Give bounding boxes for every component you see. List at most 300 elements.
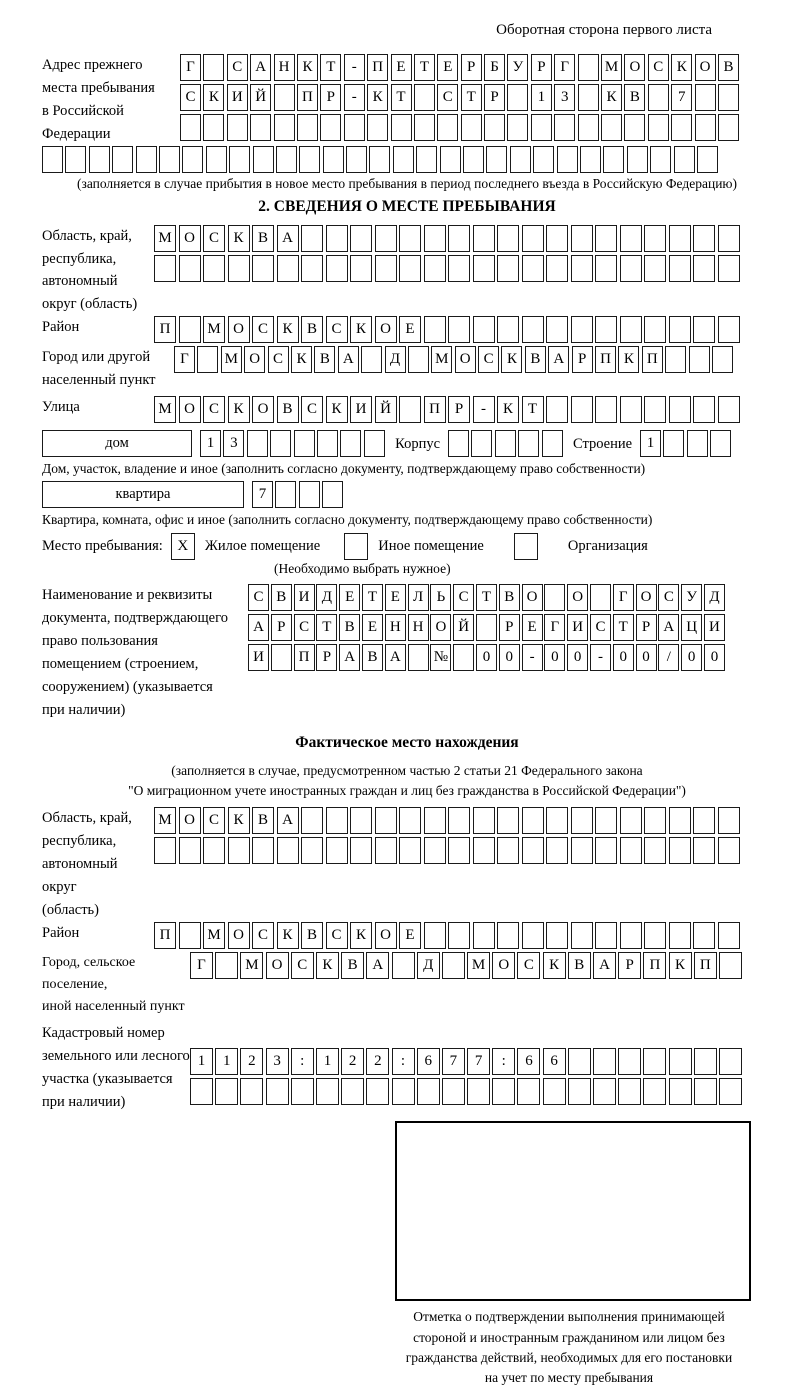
char-box bbox=[648, 84, 669, 111]
char-box: 0 bbox=[681, 644, 702, 671]
document-row-1[interactable] bbox=[248, 584, 727, 611]
char-box bbox=[546, 837, 568, 864]
char-box bbox=[644, 255, 666, 282]
char-box: Л bbox=[408, 584, 429, 611]
char-box: 3 bbox=[554, 84, 575, 111]
char-box: 0 bbox=[499, 644, 520, 671]
char-box bbox=[595, 316, 617, 343]
char-box bbox=[253, 146, 274, 173]
char-box bbox=[424, 807, 446, 834]
char-box bbox=[252, 837, 274, 864]
char-box bbox=[689, 346, 710, 373]
char-box bbox=[252, 255, 274, 282]
prev-address-row-4[interactable] bbox=[42, 146, 772, 173]
char-box bbox=[473, 807, 495, 834]
char-box bbox=[42, 146, 63, 173]
char-box: Р bbox=[316, 644, 337, 671]
stay-type-note: (Необходимо выбрать нужное) bbox=[274, 561, 451, 577]
char-box: А bbox=[277, 225, 299, 252]
prev-address-note: (заполняется в случае прибытия в новое место пребывания в период последнего въезда в Российскую Федерацию) bbox=[76, 175, 738, 191]
char-box bbox=[320, 114, 341, 141]
label-line: участка (указывается bbox=[42, 1070, 173, 1087]
char-box: В bbox=[362, 644, 383, 671]
fact-region-row-2[interactable] bbox=[154, 837, 742, 864]
char-box: Р bbox=[618, 952, 641, 979]
char-box bbox=[437, 114, 458, 141]
char-box bbox=[497, 837, 519, 864]
stroenie-number[interactable] bbox=[640, 430, 734, 457]
char-box: - bbox=[344, 54, 365, 81]
char-box bbox=[326, 837, 348, 864]
char-box: Ь bbox=[430, 584, 451, 611]
char-box: 2 bbox=[366, 1048, 389, 1075]
char-box: Г bbox=[554, 54, 575, 81]
fact-district-block bbox=[42, 922, 772, 952]
prev-address-row-2[interactable] bbox=[180, 84, 741, 111]
char-box bbox=[473, 255, 495, 282]
city-block bbox=[42, 346, 772, 392]
char-box bbox=[595, 225, 617, 252]
char-box bbox=[669, 225, 691, 252]
char-box bbox=[197, 346, 218, 373]
corpus-number[interactable] bbox=[448, 430, 565, 457]
char-box bbox=[497, 922, 519, 949]
char-box bbox=[669, 1048, 692, 1075]
char-box: : bbox=[392, 1048, 415, 1075]
char-box bbox=[206, 146, 227, 173]
char-box: С bbox=[590, 614, 611, 641]
char-box: А bbox=[250, 54, 271, 81]
char-box bbox=[522, 255, 544, 282]
char-box: Т bbox=[414, 54, 435, 81]
char-box: К bbox=[277, 316, 299, 343]
street-row[interactable] bbox=[154, 396, 742, 423]
char-box bbox=[179, 255, 201, 282]
char-box: К bbox=[228, 807, 250, 834]
char-box bbox=[112, 146, 133, 173]
char-box bbox=[497, 316, 519, 343]
char-box: Р bbox=[271, 614, 292, 641]
char-box: О bbox=[266, 952, 289, 979]
char-box bbox=[294, 430, 315, 457]
char-box: К bbox=[601, 84, 622, 111]
char-box: К bbox=[669, 952, 692, 979]
option-organizaciya-label: Организация bbox=[567, 538, 648, 555]
char-box bbox=[361, 346, 382, 373]
confirmation-mark-box[interactable] bbox=[395, 1121, 751, 1301]
char-box bbox=[89, 146, 110, 173]
char-box bbox=[154, 837, 176, 864]
char-box bbox=[340, 430, 361, 457]
char-box bbox=[399, 396, 421, 423]
char-box bbox=[618, 1078, 641, 1105]
char-box bbox=[203, 837, 225, 864]
label-line: иной населенный пункт bbox=[42, 998, 185, 1014]
char-box bbox=[595, 837, 617, 864]
stay-type-label: Место пребывания: bbox=[42, 538, 163, 555]
char-box: П bbox=[424, 396, 446, 423]
char-box: О bbox=[430, 614, 451, 641]
prev-address-row-3[interactable] bbox=[180, 114, 741, 141]
char-box bbox=[718, 255, 740, 282]
char-box bbox=[518, 430, 539, 457]
char-box: Д bbox=[704, 584, 725, 611]
char-box bbox=[644, 922, 666, 949]
char-box bbox=[467, 1078, 490, 1105]
char-box bbox=[620, 922, 642, 949]
corpus-label: Корпус bbox=[395, 436, 441, 453]
char-box bbox=[693, 316, 715, 343]
confirmation-note bbox=[364, 1307, 774, 1388]
fact-region-grids bbox=[154, 807, 742, 867]
note-line: гражданства действий, необходимых для его постановки bbox=[405, 1349, 733, 1365]
char-box: Б bbox=[484, 54, 505, 81]
label-line: округ (область) bbox=[42, 296, 138, 313]
char-box: К bbox=[501, 346, 522, 373]
char-box: К bbox=[497, 396, 519, 423]
char-box bbox=[399, 807, 421, 834]
fact-city-label bbox=[42, 952, 190, 1018]
char-box bbox=[665, 346, 686, 373]
char-box bbox=[578, 54, 599, 81]
char-box bbox=[571, 922, 593, 949]
label-line: Область, край, bbox=[42, 227, 132, 244]
label-line: Город, сельское поселение, bbox=[42, 954, 136, 992]
char-box: В bbox=[525, 346, 546, 373]
label-line: документа, подтверждающего bbox=[42, 609, 228, 626]
fact-region-row-1[interactable] bbox=[154, 807, 742, 834]
char-box bbox=[424, 837, 446, 864]
char-box: У bbox=[507, 54, 528, 81]
label-line: право пользования bbox=[42, 632, 158, 649]
cadastral-row-2[interactable] bbox=[190, 1078, 744, 1105]
stroenie-label: Строение bbox=[572, 436, 633, 453]
char-box: О bbox=[636, 584, 657, 611]
char-box bbox=[297, 114, 318, 141]
char-box bbox=[416, 146, 437, 173]
char-box bbox=[710, 430, 731, 457]
char-box: 0 bbox=[636, 644, 657, 671]
char-box bbox=[718, 837, 740, 864]
char-box bbox=[448, 316, 470, 343]
char-box: 0 bbox=[476, 644, 497, 671]
char-box: В bbox=[271, 584, 292, 611]
char-box bbox=[316, 1078, 339, 1105]
char-box: М bbox=[203, 922, 225, 949]
street-block bbox=[42, 396, 772, 426]
char-box: Е bbox=[339, 584, 360, 611]
char-box bbox=[424, 922, 446, 949]
region-row-1[interactable] bbox=[154, 225, 742, 252]
char-box bbox=[595, 807, 617, 834]
char-box: Г bbox=[174, 346, 195, 373]
char-box: О bbox=[624, 54, 645, 81]
char-box bbox=[522, 837, 544, 864]
char-box: В bbox=[277, 396, 299, 423]
char-box: О bbox=[179, 807, 201, 834]
region-row-2[interactable] bbox=[154, 255, 742, 282]
char-box bbox=[644, 837, 666, 864]
label-line: Кадастровый номер bbox=[42, 1024, 165, 1041]
stay-type-block bbox=[42, 533, 772, 560]
region-label bbox=[42, 225, 154, 317]
char-box bbox=[593, 1078, 616, 1105]
char-box: Р bbox=[499, 614, 520, 641]
char-box: - bbox=[522, 644, 543, 671]
label-line: Город или другой bbox=[42, 349, 151, 366]
note-line: стороной и иностранным гражданином или лицом без bbox=[413, 1329, 725, 1345]
char-box bbox=[531, 114, 552, 141]
char-box bbox=[578, 84, 599, 111]
char-box bbox=[522, 316, 544, 343]
char-box bbox=[497, 255, 519, 282]
char-box: С bbox=[326, 922, 348, 949]
char-box: С bbox=[437, 84, 458, 111]
char-box bbox=[593, 1048, 616, 1075]
char-box bbox=[471, 430, 492, 457]
char-box: Е bbox=[385, 584, 406, 611]
char-box bbox=[366, 1078, 389, 1105]
label-line: Область, край, bbox=[42, 810, 132, 826]
char-box: С bbox=[248, 584, 269, 611]
char-box bbox=[571, 396, 593, 423]
char-box bbox=[473, 225, 495, 252]
char-box bbox=[215, 1078, 238, 1105]
char-box: С bbox=[180, 84, 201, 111]
char-box bbox=[424, 255, 446, 282]
char-box bbox=[453, 644, 474, 671]
char-box bbox=[669, 316, 691, 343]
char-box: Т bbox=[476, 584, 497, 611]
char-box: Д bbox=[417, 952, 440, 979]
label-line: сооружением) (указывается bbox=[42, 678, 213, 695]
char-box: Й bbox=[250, 84, 271, 111]
char-box: М bbox=[467, 952, 490, 979]
char-box: О bbox=[179, 225, 201, 252]
prev-address-row-1[interactable] bbox=[180, 54, 741, 81]
char-box bbox=[65, 146, 86, 173]
char-box bbox=[669, 837, 691, 864]
char-box: 0 bbox=[613, 644, 634, 671]
char-box bbox=[250, 114, 271, 141]
char-box: 7 bbox=[252, 481, 273, 508]
char-box: 7 bbox=[467, 1048, 490, 1075]
char-box bbox=[624, 114, 645, 141]
char-box: К bbox=[618, 346, 639, 373]
char-box bbox=[266, 1078, 289, 1105]
char-box: Т bbox=[316, 614, 337, 641]
district-row[interactable] bbox=[154, 316, 742, 343]
char-box: - bbox=[590, 644, 611, 671]
char-box: Р bbox=[484, 84, 505, 111]
city-row[interactable] bbox=[174, 346, 735, 373]
label-line: (область) bbox=[42, 901, 99, 918]
char-box bbox=[448, 807, 470, 834]
apartment-box-label: квартира bbox=[42, 481, 244, 508]
char-box: Т bbox=[522, 396, 544, 423]
char-box: О bbox=[375, 316, 397, 343]
char-box bbox=[571, 255, 593, 282]
char-box: О bbox=[567, 584, 588, 611]
char-box: С bbox=[203, 807, 225, 834]
char-box bbox=[350, 225, 372, 252]
fact-region-label bbox=[42, 807, 154, 922]
char-box: О bbox=[228, 316, 250, 343]
char-box bbox=[350, 837, 372, 864]
char-box bbox=[507, 84, 528, 111]
label-line: Наименование и реквизиты bbox=[42, 587, 213, 604]
char-box bbox=[486, 146, 507, 173]
checkbox-organizaciya[interactable] bbox=[514, 533, 538, 560]
char-box: 2 bbox=[240, 1048, 263, 1075]
char-box: М bbox=[154, 225, 176, 252]
char-box: О bbox=[375, 922, 397, 949]
char-box bbox=[595, 922, 617, 949]
char-box: Т bbox=[391, 84, 412, 111]
char-box: П bbox=[694, 952, 717, 979]
char-box: 1 bbox=[190, 1048, 213, 1075]
char-box: 3 bbox=[223, 430, 244, 457]
char-box: Н bbox=[408, 614, 429, 641]
char-box: Г bbox=[180, 54, 201, 81]
char-box: О bbox=[455, 346, 476, 373]
char-box bbox=[159, 146, 180, 173]
char-box bbox=[718, 396, 740, 423]
char-box bbox=[697, 146, 718, 173]
char-box: С bbox=[453, 584, 474, 611]
document-row-3[interactable] bbox=[248, 644, 727, 671]
apartment-number[interactable] bbox=[252, 481, 346, 508]
char-box bbox=[712, 346, 733, 373]
checkbox-zhiloe[interactable]: X bbox=[171, 533, 195, 560]
char-box bbox=[510, 146, 531, 173]
char-box: О bbox=[695, 54, 716, 81]
char-box bbox=[693, 807, 715, 834]
house-number[interactable] bbox=[200, 430, 387, 457]
cadastral-row-1[interactable] bbox=[190, 1048, 744, 1075]
char-box: 6 bbox=[517, 1048, 540, 1075]
option-inoe-label: Иное помещение bbox=[378, 538, 484, 555]
actual-location-heading: Фактическое место нахождения bbox=[295, 733, 519, 751]
label-line: земельного или лесного bbox=[42, 1047, 190, 1064]
char-box bbox=[364, 430, 385, 457]
char-box bbox=[620, 225, 642, 252]
char-box: 0 bbox=[544, 644, 565, 671]
char-box: Е bbox=[362, 614, 383, 641]
char-box bbox=[693, 922, 715, 949]
char-box bbox=[424, 316, 446, 343]
char-box bbox=[301, 807, 323, 834]
char-box: 6 bbox=[417, 1048, 440, 1075]
char-box: 0 bbox=[704, 644, 725, 671]
char-box: Р bbox=[572, 346, 593, 373]
char-box bbox=[179, 922, 201, 949]
char-box bbox=[424, 225, 446, 252]
note-line: Отметка о подтверждении выполнения принимающей bbox=[413, 1309, 725, 1325]
char-box: - bbox=[344, 84, 365, 111]
label-line: при наличии) bbox=[42, 701, 126, 718]
char-box bbox=[644, 396, 666, 423]
char-box: А bbox=[385, 644, 406, 671]
char-box bbox=[440, 146, 461, 173]
char-box: Й bbox=[453, 614, 474, 641]
char-box: И bbox=[227, 84, 248, 111]
checkbox-inoe[interactable] bbox=[344, 533, 368, 560]
char-box: Т bbox=[362, 584, 383, 611]
prev-address-label bbox=[42, 54, 180, 146]
char-box: С bbox=[648, 54, 669, 81]
district-label: Район bbox=[42, 319, 80, 336]
fact-district-row[interactable] bbox=[154, 922, 742, 949]
char-box bbox=[326, 255, 348, 282]
char-box bbox=[669, 396, 691, 423]
char-box bbox=[247, 430, 268, 457]
char-box: И bbox=[294, 584, 315, 611]
char-box bbox=[442, 1078, 465, 1105]
char-box bbox=[718, 114, 739, 141]
char-box: : bbox=[291, 1048, 314, 1075]
char-box: 6 bbox=[543, 1048, 566, 1075]
char-box: А bbox=[338, 346, 359, 373]
fact-district-label: Район bbox=[42, 924, 80, 941]
char-box: В bbox=[339, 614, 360, 641]
char-box bbox=[179, 837, 201, 864]
char-box: Р bbox=[448, 396, 470, 423]
char-box bbox=[276, 146, 297, 173]
char-box bbox=[399, 255, 421, 282]
char-box bbox=[546, 807, 568, 834]
char-box: К bbox=[367, 84, 388, 111]
char-box: 7 bbox=[442, 1048, 465, 1075]
char-box bbox=[517, 1078, 540, 1105]
char-box bbox=[414, 84, 435, 111]
document-row-2[interactable] bbox=[248, 614, 727, 641]
char-box bbox=[648, 114, 669, 141]
char-box bbox=[693, 396, 715, 423]
char-box: С bbox=[203, 225, 225, 252]
char-box: С bbox=[301, 396, 323, 423]
char-box bbox=[546, 922, 568, 949]
char-box bbox=[522, 807, 544, 834]
char-box: П bbox=[643, 952, 666, 979]
char-box bbox=[448, 225, 470, 252]
char-box: М bbox=[431, 346, 452, 373]
char-box: А bbox=[277, 807, 299, 834]
char-box: С bbox=[268, 346, 289, 373]
fact-city-row[interactable] bbox=[190, 952, 744, 979]
char-box bbox=[473, 922, 495, 949]
char-box: 2 bbox=[341, 1048, 364, 1075]
char-box bbox=[375, 255, 397, 282]
char-box bbox=[571, 807, 593, 834]
char-box bbox=[522, 922, 544, 949]
char-box bbox=[643, 1048, 666, 1075]
label-line: населенный пункт bbox=[42, 372, 156, 389]
char-box bbox=[620, 807, 642, 834]
char-box bbox=[203, 255, 225, 282]
char-box: К bbox=[350, 922, 372, 949]
char-box bbox=[399, 837, 421, 864]
char-box: № bbox=[430, 644, 451, 671]
char-box bbox=[299, 146, 320, 173]
char-box: Е bbox=[391, 54, 412, 81]
label-line: помещением (строением, bbox=[42, 655, 199, 672]
char-box: А bbox=[248, 614, 269, 641]
char-box bbox=[620, 837, 642, 864]
char-box bbox=[571, 316, 593, 343]
char-box bbox=[463, 146, 484, 173]
char-box: С bbox=[203, 396, 225, 423]
